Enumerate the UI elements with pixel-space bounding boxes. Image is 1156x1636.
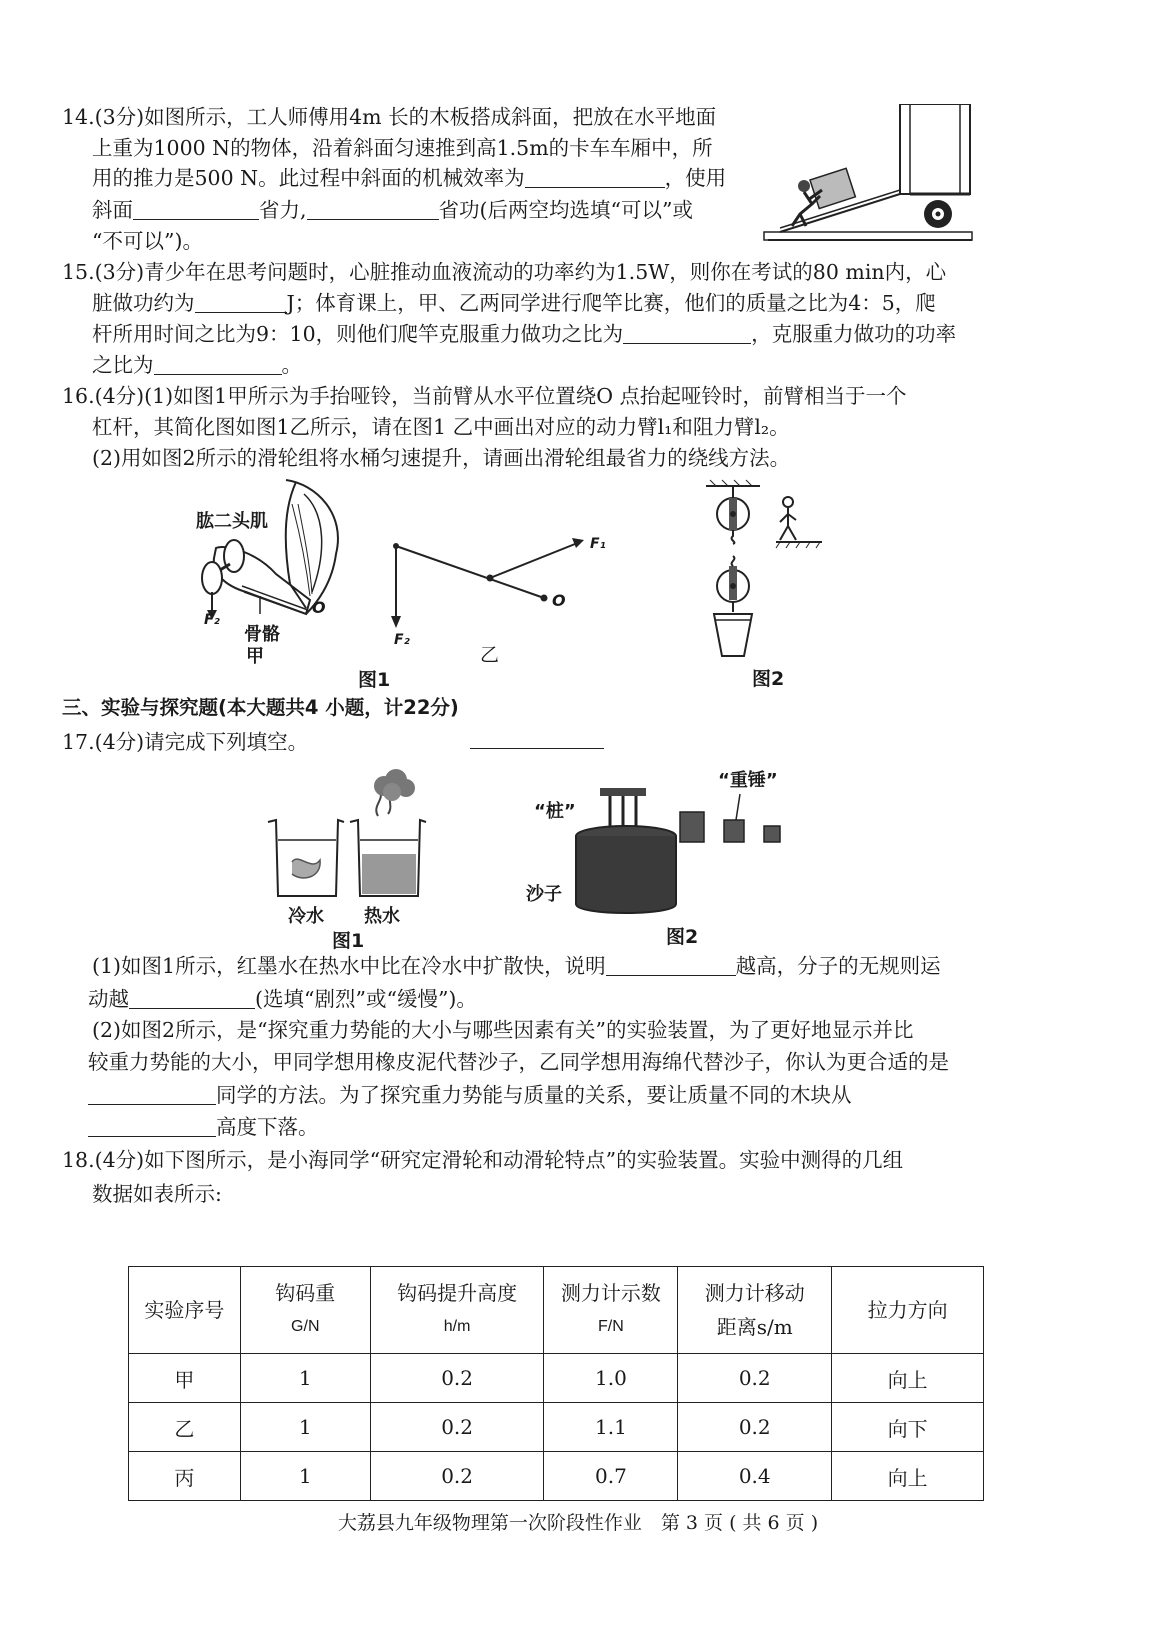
- q17-text: 动越: [88, 987, 129, 1011]
- q14-line-4: [92, 196, 693, 224]
- q14-line-5: “不可以”)。: [92, 229, 203, 253]
- fig2-label-q16: 图2: [752, 668, 785, 690]
- q17-p2-line-3: [88, 1081, 852, 1109]
- q17-top-rule: [470, 748, 604, 749]
- header-unit: h/m: [443, 1318, 471, 1335]
- q16-line-3: (2)用如图2所示的滑轮组将水桶匀速提升，请画出滑轮组最省力的绕线方法。: [92, 446, 791, 470]
- q14-line-3: [92, 164, 726, 192]
- bone-label: 骨骼: [244, 624, 280, 645]
- header-main: 钩码重: [275, 1281, 336, 1305]
- steam-cloud-icon: [364, 764, 424, 814]
- q17-text: (选填“剧烈”或“缓慢”)。: [255, 987, 477, 1011]
- q14-line-2: 上重为1000 N的物体，沿着斜面匀速推到高1.5m的卡车车厢中，所: [92, 136, 713, 160]
- q14-text: 用的推力是500 N。此过程中斜面的机械效率为: [92, 166, 525, 190]
- table-header-row: [129, 1267, 984, 1354]
- header-distance: [678, 1267, 832, 1354]
- q14-save-force-blank[interactable]: [133, 199, 259, 220]
- table-cell: 0.4: [678, 1452, 832, 1501]
- table-cell: 0.2: [370, 1354, 544, 1403]
- header-unit: G/N: [291, 1318, 320, 1335]
- yi-label: 乙: [480, 644, 500, 666]
- table-row: [129, 1452, 984, 1501]
- table-cell: 1.0: [544, 1354, 678, 1403]
- q17-text: 越高，分子的无规则运: [735, 954, 941, 978]
- q17-text: (1)如图1所示，红墨水在热水中比在冷水中扩散快，说明: [92, 954, 606, 978]
- section-3-heading: 三、实验与探究题(本大题共4 小题，计22分): [62, 696, 459, 719]
- cold-water-label: 冷水: [288, 906, 324, 927]
- q15-text: J；体育课上，甲、乙两同学进行爬竿比赛，他们的质量之比为4：5，爬: [286, 291, 936, 315]
- table-cell: 0.2: [370, 1403, 544, 1452]
- table-cell: 0.2: [370, 1452, 544, 1501]
- q17-text: 同学的方法。为了探究重力势能与质量的关系，要让质量不同的木块从: [216, 1083, 852, 1107]
- q17-p2-line-1: (2)如图2所示，是“探究重力势能的大小与哪些因素有关”的实验装置，为了更好地显示并比: [92, 1018, 914, 1042]
- header-direction: [832, 1267, 984, 1354]
- q14-efficiency-blank[interactable]: [525, 167, 665, 188]
- q18-line-1: 18.(4分)如下图所示，是小海同学“研究定滑轮和动滑轮特点”的实验装置。实验中测得的几组: [62, 1148, 904, 1172]
- q15-power-ratio-blank[interactable]: [154, 354, 282, 375]
- pulley-data-table: [128, 1266, 984, 1501]
- q17-p2-line-4: [88, 1113, 319, 1141]
- table-cell: 向上: [832, 1354, 984, 1403]
- stake-label: “桩”: [534, 801, 576, 822]
- hammer-label: “重锤”: [718, 770, 778, 791]
- table-cell: 1: [240, 1452, 370, 1501]
- q17-p1-line-2: [88, 985, 477, 1013]
- q14-save-work-blank[interactable]: [307, 199, 439, 220]
- header-height: [370, 1267, 544, 1354]
- sand-stake-figure: [570, 780, 800, 920]
- o-label-lever: O: [552, 591, 566, 610]
- hot-water-label: 热水: [364, 906, 400, 927]
- header-main: 测力计移动: [704, 1281, 805, 1305]
- q14-text: 省功(后两空均选填“可以”或: [438, 198, 693, 222]
- fig1-label-q17: 图1: [332, 930, 365, 952]
- table-cell: 0.2: [678, 1354, 832, 1403]
- table-cell: 甲: [129, 1354, 241, 1403]
- jia-label: 甲: [246, 646, 264, 667]
- table-cell: 1: [240, 1354, 370, 1403]
- f1-label: F₁: [590, 536, 606, 552]
- table-cell: 向上: [832, 1452, 984, 1501]
- q16-line-1: 16.(4分)(1)如图1甲所示为手抬哑铃，当前臂从水平位置绕O 点抬起哑铃时，前臂相当于一个: [62, 384, 907, 408]
- q17-motion-blank[interactable]: [129, 988, 255, 1009]
- q15-text: ，克服重力做功的功率: [751, 322, 957, 346]
- table-row: [129, 1403, 984, 1452]
- q15-line-2: [92, 289, 936, 317]
- q14-text: ，使用: [664, 166, 727, 190]
- q16-line-2: 杠杆，其简化图如图1乙所示，请在图1 乙中画出对应的动力臂l₁和阻力臂l₂。: [92, 415, 790, 439]
- page-footer: 大荔县九年级物理第一次阶段性作业 第 3 页 ( 共 6 页 ): [337, 1512, 819, 1534]
- q14-text: 省力,: [259, 198, 307, 222]
- table-cell: 1.1: [544, 1403, 678, 1452]
- q14-text: 斜面: [92, 198, 133, 222]
- f2-label-arm: F₂: [204, 612, 220, 628]
- header-force: [544, 1267, 678, 1354]
- q15-text: 杆所用时间之比为9：10，则他们爬竿克服重力做功之比为: [92, 322, 624, 346]
- q17-height-blank[interactable]: [88, 1116, 216, 1137]
- sand-label: 沙子: [526, 884, 562, 905]
- table-cell: 0.7: [544, 1452, 678, 1501]
- biceps-label: 肱二头肌: [196, 511, 268, 532]
- q15-text: 。: [281, 353, 302, 377]
- header-weight: [240, 1267, 370, 1354]
- q17-text: 高度下落。: [216, 1115, 319, 1139]
- table-cell: 向下: [832, 1403, 984, 1452]
- q15-text: 脏做功约为: [92, 291, 195, 315]
- q17-student-blank[interactable]: [88, 1084, 216, 1105]
- header-unit: F/N: [598, 1318, 624, 1335]
- q15-work-blank[interactable]: [195, 292, 287, 313]
- o-label-arm: O: [312, 598, 326, 617]
- q18-line-2: 数据如表所示:: [92, 1182, 222, 1206]
- fig2-label-q17: 图2: [666, 926, 699, 948]
- q15-line-3: [92, 320, 956, 348]
- q15-work-ratio-blank[interactable]: [623, 323, 751, 344]
- table-row: [129, 1354, 984, 1403]
- q15-line-4: [92, 351, 302, 379]
- q17-line-1: 17.(4分)请完成下列填空。: [62, 730, 309, 754]
- table-cell: 1: [240, 1403, 370, 1452]
- f2-label-lever: F₂: [394, 632, 410, 648]
- q17-temperature-blank[interactable]: [606, 955, 736, 976]
- truck-ramp-figure: [760, 104, 980, 252]
- table-cell: 丙: [129, 1452, 241, 1501]
- header-main: 钩码提升高度: [397, 1281, 518, 1305]
- table-cell: 0.2: [678, 1403, 832, 1452]
- fig1-label-q16: 图1: [358, 669, 391, 691]
- header-main: 拉力方向: [867, 1298, 948, 1322]
- header-main: 实验序号: [144, 1298, 225, 1322]
- q14-line-1: 14.(3分)如图所示，工人师傅用4m 长的木板搭成斜面，把放在水平地面: [62, 105, 717, 129]
- q17-p2-line-2: 较重力势能的大小，甲同学想用橡皮泥代替沙子，乙同学想用海绵代替沙子，你认为更合适的是: [88, 1050, 949, 1074]
- header-trial: [129, 1267, 241, 1354]
- lever-diagram: [386, 534, 596, 644]
- pulley-figure: [700, 478, 830, 662]
- header-unit: 距离s/m: [716, 1315, 793, 1339]
- q17-p1-line-1: [92, 952, 941, 980]
- q15-line-1: 15.(3分)青少年在思考问题时，心脏推动血液流动的功率约为1.5W，则你在考试的80 min内，心: [62, 260, 947, 284]
- table-cell: 乙: [129, 1403, 241, 1452]
- q15-text: 之比为: [92, 353, 154, 377]
- header-main: 测力计示数: [560, 1281, 661, 1305]
